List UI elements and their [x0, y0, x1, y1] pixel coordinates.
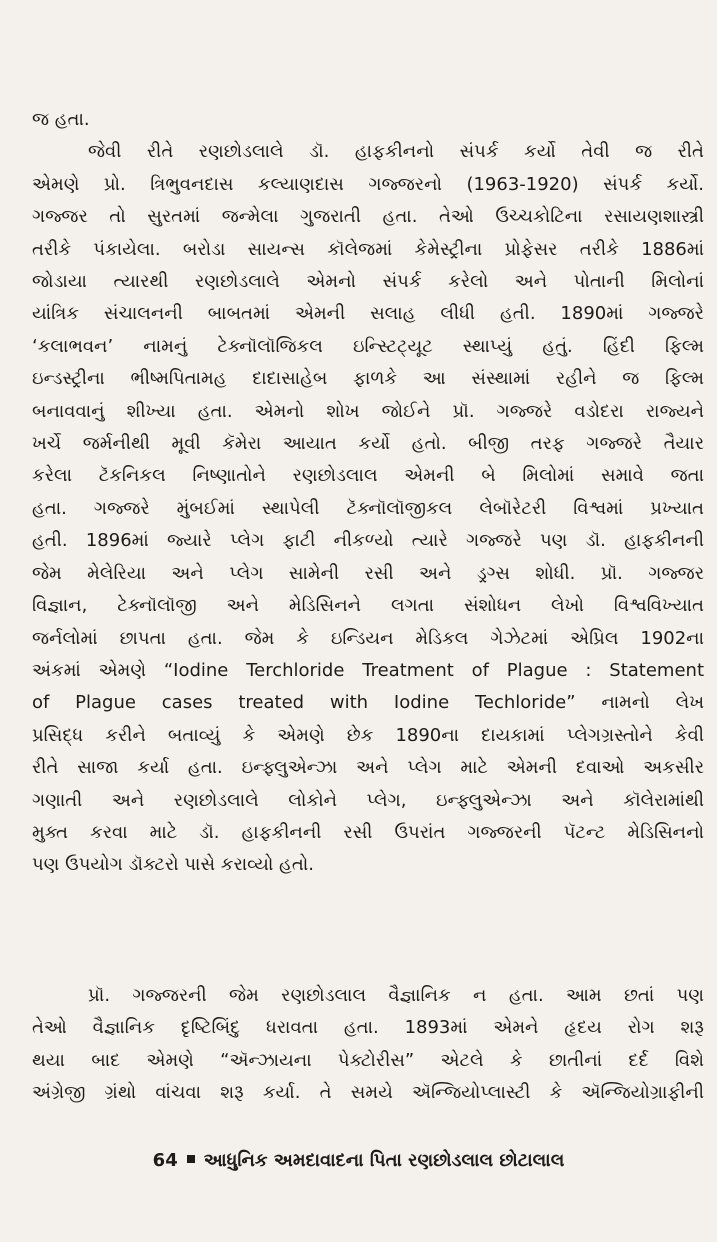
- text-line: પ્રૉ. ગજ્જરની જેમ રણછોડલાલ વૈજ્ઞાનિક ન હતા. આમ છતાં પણ: [88, 985, 704, 1006]
- text-line: ગજ્જર તો સુરતમાં જન્મેલા ગુજરાતી હતા. તેઓ ઉચ્ચકોટિના રસાયણશાસ્ત્રી: [32, 206, 704, 228]
- page-number: 64: [152, 1150, 178, 1171]
- text-line: અંગ્રેજી ગ્રંથો વાંચવા શરૂ કર્યા. તે સમયે ઍન્જિયોપ્લાસ્ટી કે ઍન્જિયોગ્રાફીની: [32, 1082, 704, 1104]
- book-title: આધુનિક અમદાવાદના પિતા રણછોડલાલ છોટાલાલ: [203, 1150, 565, 1171]
- text-line: અંકમાં એમણે “Iodine Terchloride Treatment of Plague : Statement: [32, 659, 704, 681]
- square-bullet-icon: [187, 1155, 195, 1163]
- text-line: ‘કલાભવન’ નામનું ટેક્નૉલૉજિકલ ઇન્સ્ટિટ્યૂટ સ્થાપ્યું હતું. હિંદી ફિલ્મ: [32, 335, 704, 357]
- text-line: યાંત્રિક સંચાલનની બાબતમાં એમની સલાહ લીધી હતી. 1890માં ગજ્જરે: [32, 303, 704, 325]
- text-line: જોડાયા ત્યારથી રણછોડલાલે એમનો સંપર્ક કરેલો અને પોતાની મિલોનાં: [32, 271, 704, 293]
- text-line: તેઓ વૈજ્ઞાનિક દૃષ્ટિબિંદુ ધરાવતા હતા. 1893માં એમને હૃદય રોગ શરૂ: [32, 1017, 704, 1039]
- text-line: રીતે સાજા કર્યા હતા. ઇન્ફ્લુએન્ઝા અને પ્લેગ માટે એમની દવાઓ અકસીર: [32, 757, 704, 779]
- text-line: વિજ્ઞાન, ટેક્નૉલૉજી અને મેડિસિનને લગતા સંશોધન લેખો વિશ્વવિખ્યાત: [32, 595, 704, 617]
- text-line: હતી. 1896માં જ્યારે પ્લેગ ફાટી નીકળ્યો ત્યારે ગજ્જરે પણ ડૉ. હાફકીનની: [32, 530, 704, 552]
- text-line: જેવી રીતે રણછોડલાલે ડૉ. હાફકીનનો સંપર્ક કર્યો તેવી જ રીતે: [88, 141, 704, 163]
- text-line: ખર્ચે જર્મનીથી મૂવી કૅમેરા આયાત કર્યો હતો. બીજી તરફ ગજ્જરે તૈયાર: [32, 433, 704, 455]
- text-line: જર્નલોમાં છાપતા હતા. જેમ કે ઇન્ડિયન મેડિકલ ગેઝેટમાં એપ્રિલ 1902ના: [32, 627, 704, 649]
- text-line: જેમ મેલેરિયા અને પ્લેગ સામેની રસી અને ડ્રગ્સ શોધી. પ્રૉ. ગજ્જર: [32, 562, 704, 584]
- text-line: એમણે પ્રો. ત્રિભુવનદાસ કલ્યાણદાસ ગજ્જરનો (1963-1920) સંપર્ક કર્યો.: [32, 173, 704, 195]
- text-line: of Plague cases treated with Iodine Techloride” નામનો લેખ: [32, 692, 704, 714]
- text-line: કરેલા ટૅકનિકલ નિષ્ણાતોને રણછોડલાલ એમની બે મિલોમાં સમાવે જતા: [32, 465, 704, 487]
- text-line: મુક્ત કરવા માટે ડૉ. હાફકીનની રસી ઉપરાંત ગજ્જરની પૅટન્ટ મેડિસિનનો: [32, 821, 704, 843]
- text-line: જ હતા.: [32, 109, 90, 130]
- text-line: હતા. ગજ્જરે મુંબઈમાં સ્થાપેલી ટૅક્નૉલૉજીકલ લેબૉરેટરી વિશ્વમાં પ્રખ્યાત: [32, 497, 704, 519]
- paragraph-1: [32, 104, 704, 882]
- paragraph-2: [32, 980, 704, 1110]
- text-line: તરીકે પંકાયેલા. બરોડા સાયન્સ કૉલેજમાં કેમેસ્ટ્રીના પ્રોફેસર તરીકે 1886માં: [32, 238, 704, 260]
- text-line: થયા બાદ એમણે “ઍન્ઝાયના પેક્ટોરીસ” એટલે કે છાતીનાં દર્દ વિશે: [32, 1049, 704, 1071]
- text-line: ઇન્ડસ્ટ્રીના ભીષ્મપિતામહ દાદાસાહેબ ફાળકે આ સંસ્થામાં રહીને જ ફિલ્મ: [32, 368, 704, 390]
- text-line: ગણાતી અને રણછોડલાલે લોકોને પ્લેગ, ઇન્ફ્લુએન્ઝા અને કૉલેરામાંથી: [32, 789, 704, 811]
- text-line: પ્રસિદ્ધ કરીને બતાવ્યું કે એમણે છેક 1890ના દાયકામાં પ્લેગગ્રસ્તોને કેવી: [32, 724, 704, 746]
- text-line: બનાવવાનું શીખ્યા હતા. એમનો શોખ જોઈને પ્રૉ. ગજ્જરે વડોદરા રાજ્યને: [32, 400, 704, 422]
- running-footer: [0, 1150, 717, 1171]
- text-line: પણ ઉપયોગ ડૉક્ટરો પાસે કરાવ્યો હતો.: [32, 854, 315, 876]
